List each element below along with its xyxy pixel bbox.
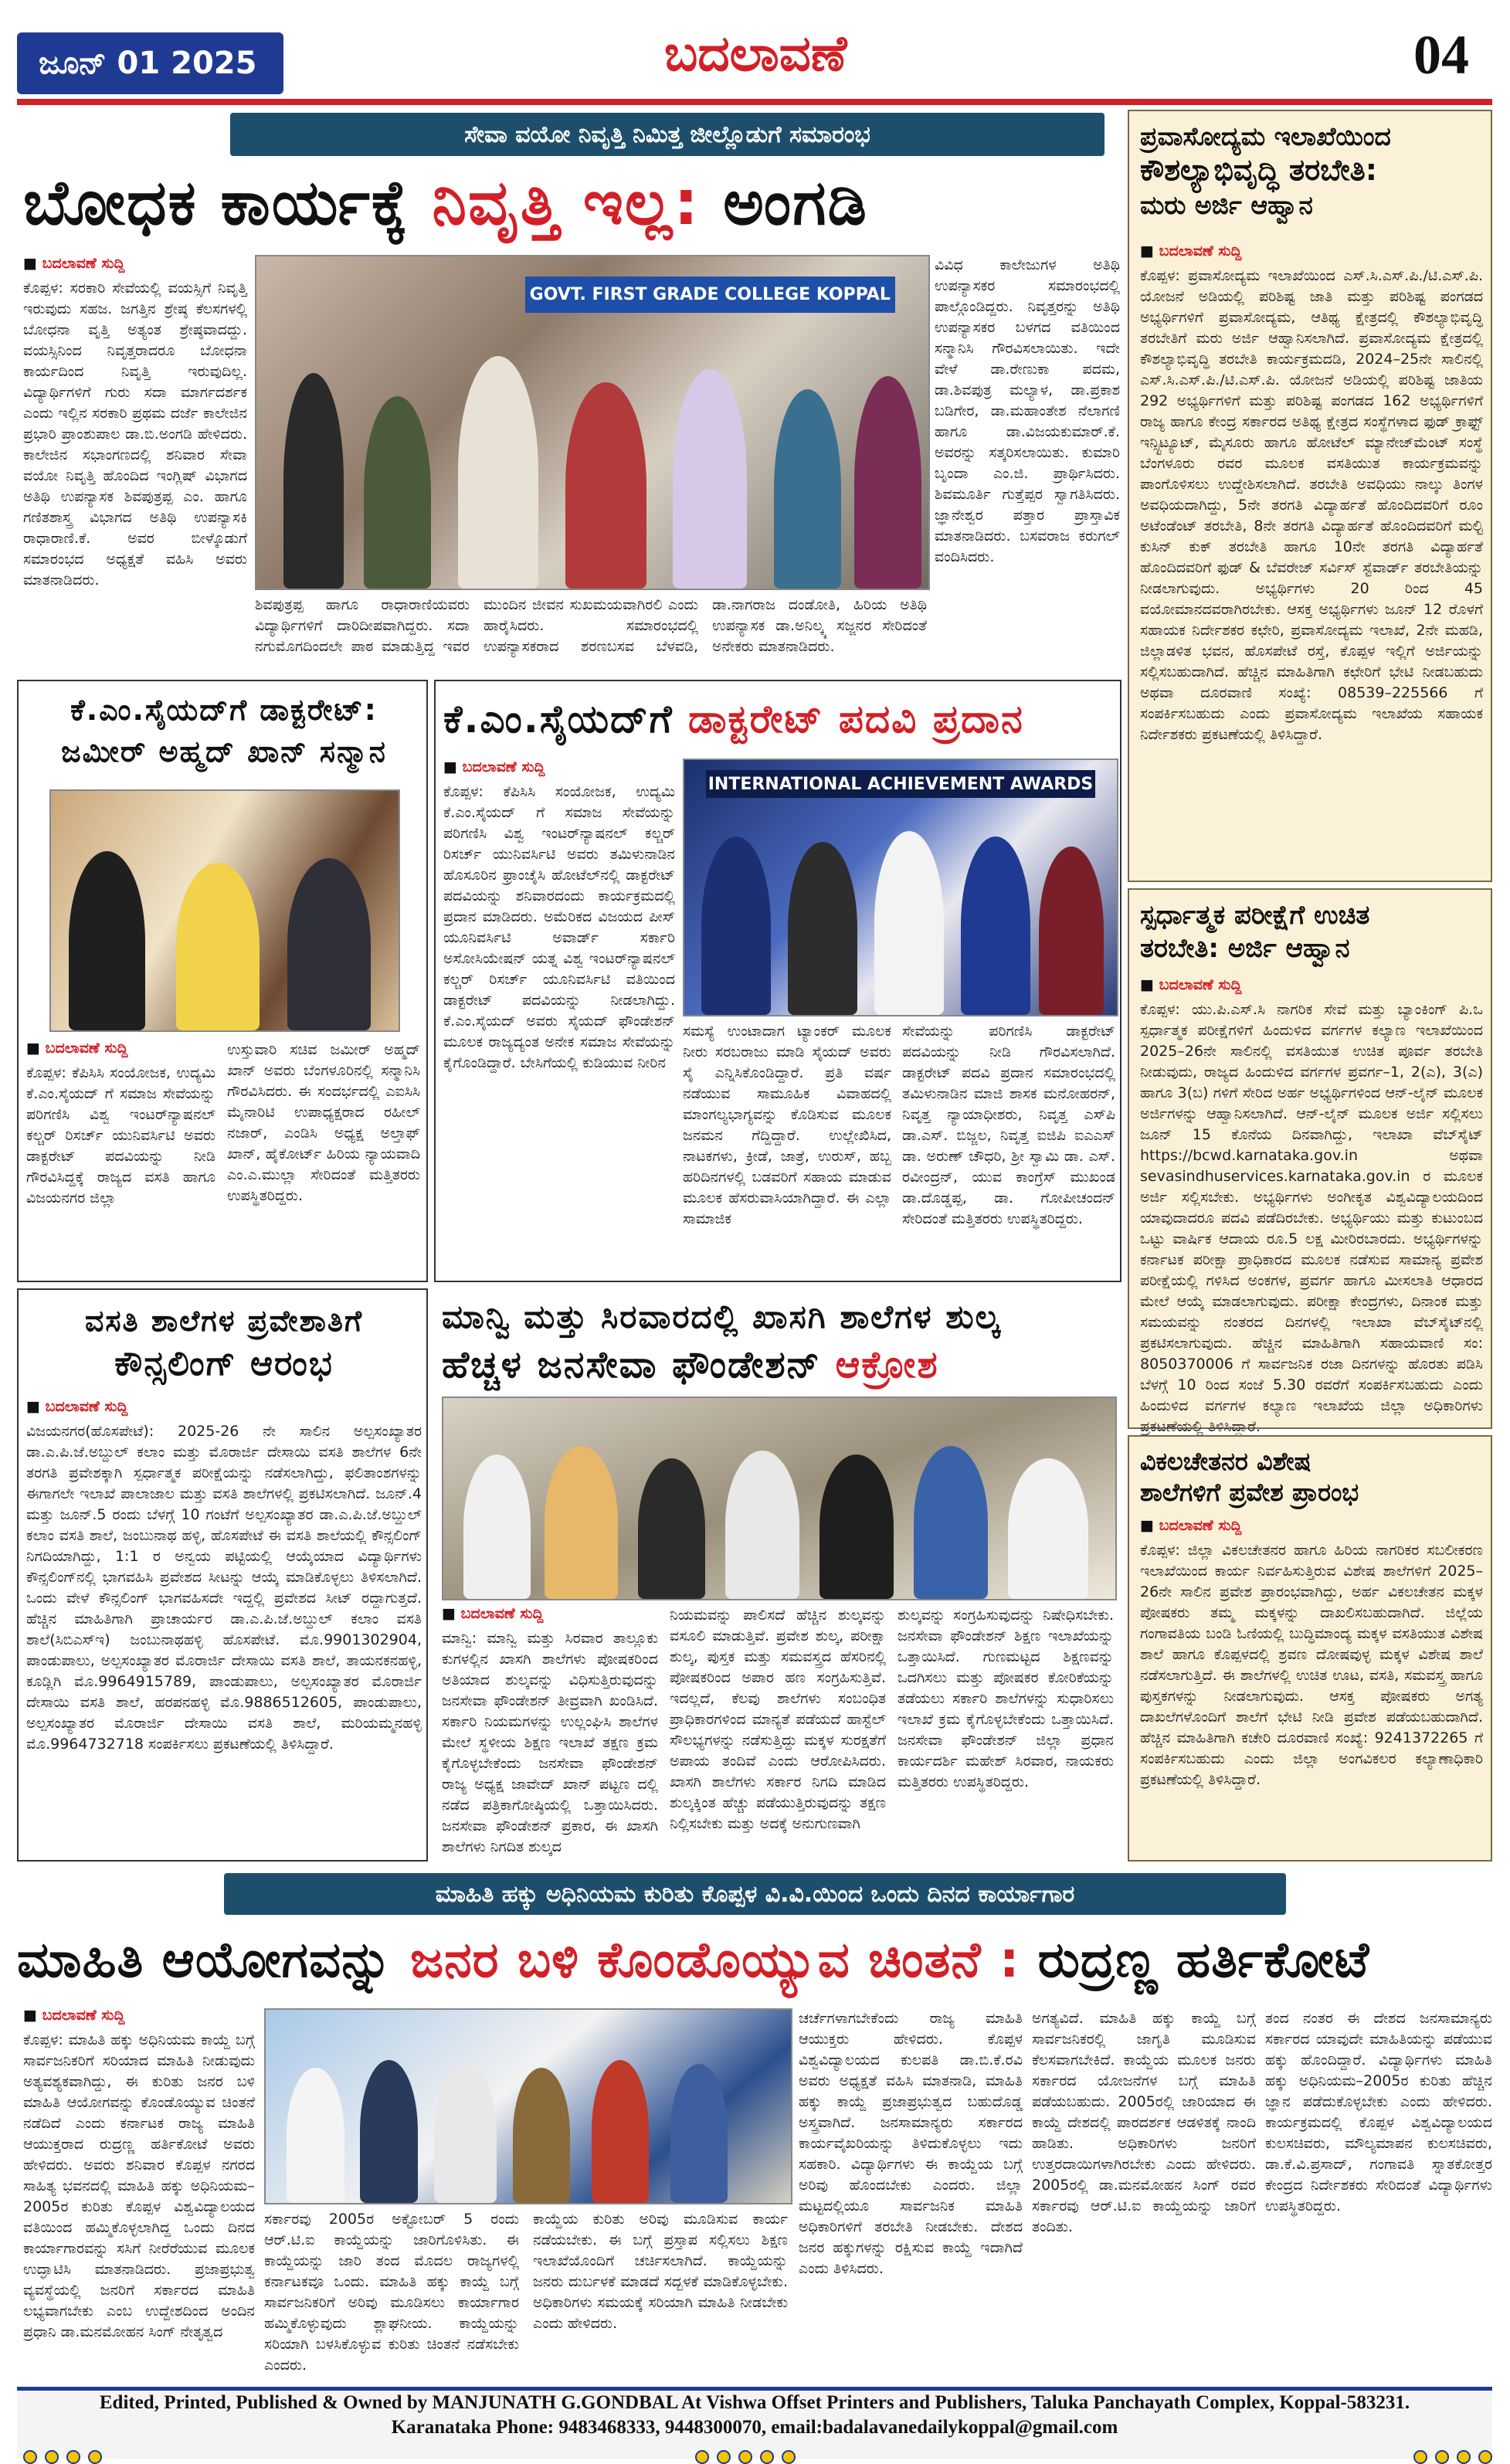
sidebar1-title-a: ಪ್ರವಾಸೋದ್ಯಮ ಇಲಾಖೆಯಿಂದ [1140, 121, 1391, 151]
story2-credit: ■ ಬದಲಾವಣೆ ಸುದ್ದಿ [26, 1040, 128, 1057]
story2-column-2: ಉಸ್ತುವಾರಿ ಸಚಿವ ಜಮೀರ್ ಅಹ್ಮದ್ ಖಾನ್ ಅವರು ಬೆಂಗಳೂರಿನಲ್ಲಿ ಸನ್ಮಾನಿಸಿ ಗೌರವಿಸಿದರು. ಈ ಸಂದರ್ಭದಲ್ಲಿ ಎಐಸಿಸಿ ಮೈನಾರಿಟಿ ಉಪಾಧ್ಯಕ್ಷರಾದ ರಹೀಲ್ ನಜಾರ್, ಎಂಡಿಸಿ ಅಧ್ಯಕ್ಷ ಅಲ್ತಾಫ್ ಖಾನ್, ಹೈಕೋರ್ಟ್ ಹಿರಿಯ ನ್ಯಾಯವಾದಿ ಎಂ.ಎ.ಮುಲ್ಲಾ ಸೇರಿದಂತೆ ಮತ್ತಿತರರು ಉಪಸ್ಥಿತರಿದ್ದರು. [227, 1041, 420, 1204]
sidebar2-body: ಕೊಪ್ಪಳ: ಯು.ಪಿ.ಎಸ್.ಸಿ ನಾಗರಿಕ ಸೇವೆ ಮತ್ತು ಬ್ಯಾಂಕಿಂಗ್ ಪಿ.ಒ ಸ್ಪರ್ಧಾತ್ಮಕ ಪರೀಕ್ಷೆಗಳಿಗೆ ಹಿಂದುಳಿದ ವರ್ಗಗಳ ಕಲ್ಯಾಣ ಇಲಾಖೆಯಿಂದ 2025–26ನೇ ಸಾಲಿನಲ್ಲಿ ವಸತಿಯುತ ಉಚಿತ ಪೂರ್ವ ತರಬೇತಿ ನೀಡುವುದು, ರಾಜ್ಯದ ಹಿಂದುಳಿದ ವರ್ಗಗಳ ಪ್ರವರ್ಗ–1, 2(ಎ), 3(ಎ) ಹಾಗೂ 3(ಬ) ಗಳಿಗೆ ಸೇರಿದ ಅರ್ಹ ಅಭ್ಯರ್ಥಿಗಳಿಂದ ಆನ್-ಲೈನ್ ಮೂಲಕ ಅರ್ಜಿಗಳನ್ನು ಆಹ್ವಾನಿಸಲಾಗಿದೆ. ಆನ್-ಲೈನ್ ಮೂಲಕ ಅರ್ಜಿ ಸಲ್ಲಿಸಲು ಜೂನ್ 15 ಕೊನೆಯ ದಿನವಾಗಿದ್ದು, ಇಲಾಖಾ ವೆಬ್‌ಸೈಟ್ https://bcwd.karnataka.gov.in ಅಥವಾ sevasindhuservices.karnataka.gov.in ರ ಮೂಲಕ ಅರ್ಜಿ ಸಲ್ಲಿಸಬೇಕು. ಅಭ್ಯರ್ಥಿಗಳು ಅಂಗೀಕೃತ ವಿಶ್ವವಿದ್ಯಾಲಯದಿಂದ ಯಾವುದಾದರೂ ಪದವಿ ಪಡೆದಿರಬೇಕು. ಅಭ್ಯರ್ಥಿಯು ಮತ್ತು ಕುಟುಂಬದ ಒಟ್ಟು ವಾರ್ಷಿಕ ಆದಾಯ ರೂ.5 ಲಕ್ಷ ಮೀರಿರಬಾರದು. ಅಭ್ಯರ್ಥಿಗಳನ್ನು ಕರ್ನಾಟಕ ಪರೀಕ್ಷಾ ಪ್ರಾಧಿಕಾರದ ಮೂಲಕ ನಡೆಸುವ ಸಾಮಾನ್ಯ ಪ್ರವೇಶ ಪರೀಕ್ಷೆಯಲ್ಲಿ ಗಳಿಸಿದ ಅಂಕಗಳ, ಪ್ರವರ್ಗ ಹಾಗೂ ಮೀಸಲಾತಿ ಆಧಾರದ ಮೇಲೆ ಆಯ್ಕೆ ಮಾಡಲಾಗುವುದು. ಪರೀಕ್ಷಾ ಕೇಂದ್ರಗಳು, ದಿನಾಂಕ ಮತ್ತು ಸಮಯವನ್ನು ನಂತರದ ದಿನಗಳಲ್ಲಿ ಇಲಾಖಾ ವೆಬ್‌ಸೈಟ್‌ನಲ್ಲಿ ಪ್ರಕಟಿಸಲಾಗುವುದು. ಹೆಚ್ಚಿನ ಮಾಹಿತಿಗಾಗಿ ಸಹಾಯವಾಣಿ ಸಂ: 8050370006 ಗೆ ಸಾರ್ವಜನಿಕ ರಜಾ ದಿನಗಳನ್ನು ಹೊರತು ಪಡಿಸಿ ಬೆಳಗ್ಗೆ 10 ರಿಂದ ಸಂಜೆ 5.30 ರವರೆಗೆ ಸಂಪರ್ಕಿಸಬಹುದು ಎಂದು ಹಿಂದುಳಿದ ವರ್ಗಗಳ ಕಲ್ಯಾಣ ಇಲಾಖೆಯ ಜಿಲ್ಲಾ ಅಧಿಕಾರಿಗಳು ಪ್ರಕಟಣೆಯಲ್ಲಿ ತಿಳಿಸಿದ್ದಾರೆ. [1140, 1001, 1483, 1435]
story2-headline-a: ಕೆ.ಎಂ.ಸೈಯದ್‌ಗೆ ಡಾಕ್ಟರೇಟ್: [70, 693, 378, 727]
photo-figure [854, 376, 921, 589]
photo-figure [788, 842, 857, 1015]
story1-headline-b: ನಿವೃತ್ತಿ ಇಲ್ಲ: [432, 167, 701, 239]
photo-figure [287, 2068, 344, 2203]
photo-figure [1039, 847, 1104, 1015]
photo-figure [1008, 1458, 1088, 1599]
story5-photo [442, 1397, 1117, 1600]
story6-headline-a: ಮಾಹಿತಿ ಆಯೋಗವನ್ನು [17, 1932, 392, 1989]
story6-column-2: ಸರ್ಕಾರವು 2005ರ ಅಕ್ಟೋಬರ್ 5 ರಂದು ಆರ್.ಟಿ.ಐ ಕಾಯ್ದೆಯನ್ನು ಜಾರಿಗೊಳಿಸಿತು. ಈ ಕಾಯ್ದೆಯನ್ನು ಜಾರಿ ತಂದ ಮೊದಲ ರಾಜ್ಯಗಳಲ್ಲಿ ಕರ್ನಾಟಕವೂ ಒಂದು. ಮಾಹಿತಿ ಹಕ್ಕು ಕಾಯ್ದೆ ಬಗ್ಗೆ ಸಾರ್ವಜನಿಕರಿಗೆ ಅರಿವು ಮೂಡಿಸಲು ಕಾರ್ಯಾಗಾರ ಹಮ್ಮಿಕೊಳ್ಳುವುದು ಶ್ಲಾಘನೀಯ. ಕಾಯ್ದೆಯನ್ನು ಸರಿಯಾಗಿ ಬಳಸಿಕೊಳ್ಳುವ ಕುರಿತು ಚಿಂತನೆ ನಡೆಸಬೇಕು ಎಂದರು. [264, 2211, 519, 2374]
story6-column-6: ತಂದ ನಂತರ ಈ ದೇಶದ ಜನಸಾಮಾನ್ಯರು ಸರ್ಕಾರದ ಯಾವುದೇ ಮಾಹಿತಿಯನ್ನು ಪಡೆಯುವ ಹಕ್ಕು ಹೊಂದಿದ್ದಾರೆ. ವಿದ್ಯಾರ್ಥಿಗಳು ಮಾಹಿತಿ ಹಕ್ಕು ಅಧಿನಿಯಮ–2005ರ ಕುರಿತು ಹೆಚ್ಚಿನ ಜ್ಞಾನ ಪಡೆದುಕೊಳ್ಳಬೇಕು ಎಂದು ಹೇಳಿದರು. ಕಾರ್ಯಕ್ರಮದಲ್ಲಿ ಕೊಪ್ಪಳ ವಿಶ್ವವಿದ್ಯಾಲಯದ ಕುಲಸಚಿವರು, ಮೌಲ್ಯಮಾಪನ ಕುಲಸಚಿವರು, ಡಾ.ಕೆ.ವಿ.ಪ್ರಸಾದ್, ಗಂಗಾವತಿ ಸ್ನಾತಕೋತ್ತರ ಕೇಂದ್ರದ ನಿರ್ದೇಶಕರು ಸೇರಿದಂತೆ ವಿದ್ಯಾರ್ಥಿಗಳು ಉಪಸ್ಥಿತರಿದ್ದರು. [1265, 2010, 1492, 2215]
story6-credit: ■ ಬದಲಾವಣೆ ಸುದ್ದಿ [23, 2007, 125, 2024]
sidebar-competitive-exam-box [1128, 888, 1492, 1435]
story1-column-2: ವಿವಿಧ ಕಾಲೇಜುಗಳ ಅತಿಥಿ ಉಪನ್ಯಾಸಕರ ಸಮಾರಂಭದಲ್ಲಿ ಪಾಲ್ಗೊಂಡಿದ್ದರು. ನಿವೃತ್ತರನ್ನು ಅತಿಥಿ ಉಪನ್ಯಾಸಕರ ಬಳಗದ ವತಿಯಿಂದ ಸನ್ಮಾನಿಸಿ ಗೌರವಿಸಲಾಯಿತು. ಇದೇ ವೇಳೆ ಡಾ.ರೇಣುಕಾ ಪದಮ, ಡಾ.ಶಿವಪುತ್ರ ಮಲ್ಯಾಳ, ಡಾ.ಪ್ರಕಾಶ ಬಡಿಗೇರ, ಡಾ.ಮಹಾಂತೇಶ ನೆಲಾಗಣಿ ಹಾಗೂ ಡಾ.ವಿಜಯಕುಮಾರ್.ಕೆ. ಅವರನ್ನು ಸತ್ಕರಿಸಲಾಯಿತು. ಕುಮಾರಿ ಬೃಂದಾ ಎಂ.ಜಿ. ಪ್ರಾರ್ಥಿಸಿದರು. ಶಿವಮೂರ್ತಿ ಗುತ್ತೆಪ್ಪರ ಸ್ವಾಗತಿಸಿದರು. ಜ್ಞಾನೇಶ್ವರ ಪತ್ತಾರ ಪ್ರಾಸ್ತಾವಿಕ ಮಾತನಾಡಿದರು. ಬಸವರಾಜ ಕರುಗಲ್ ವಂದಿಸಿದರು. [935, 256, 1120, 565]
photo-figure [545, 1446, 619, 1599]
photo-figure [638, 1458, 705, 1599]
story1-kicker: ಸೇವಾ ವಯೋ ನಿವೃತ್ತಿ ನಿಮಿತ್ತ ಜೀಲ್ಲೊಡುಗೆ ಸಮಾರಂಭ [230, 113, 1105, 156]
story4-body: ವಿಜಯನಗರ(ಹೊಸಪೇಟೆ): 2025-26 ನೇ ಸಾಲಿನ ಅಲ್ಪಸಂಖ್ಯಾತರ ಡಾ.ಎ.ಪಿ.ಜೆ.ಅಬ್ದುಲ್ ಕಲಾಂ ಮತ್ತು ಮೊರಾರ್ಜಿ ದೇಸಾಯಿ ವಸತಿ ಶಾಲೆಗಳ 6ನೇ ತರಗತಿ ಪ್ರವೇಶಕ್ಕಾಗಿ ಸ್ಪರ್ಧಾತ್ಮಕ ಪರೀಕ್ಷೆಯನ್ನು ನಡೆಸಲಾಗಿದ್ದು, ಫಲಿತಾಂಶಗಳನ್ನು ಈಗಾಗಲೇ ಇಲಾಖೆ ಪಾಲಾಜಾಲ ಮತ್ತು ವಸತಿ ಶಾಲೆಗಳಲ್ಲಿ ಪ್ರಕಟಿಸಲಾಗಿದೆ. ಜೂನ್.4 ಮತ್ತು ಜೂನ್.5 ರಂದು ಬೆಳಗ್ಗೆ 10 ಗಂಟೆಗೆ ಅಲ್ಪಸಂಖ್ಯಾತರ ಡಾ.ಎ.ಪಿ.ಜೆ.ಅಬ್ದುಲ್ ಕಲಾಂ ವಸತಿ ಶಾಲೆ, ಜಂಬುನಾಥ ಹಳ್ಳಿ, ಹೊಸಪೇಟೆ ಈ ವಸತಿ ಶಾಲೆಯಲ್ಲಿ ಕೌನ್ಸಲಿಂಗ್ ನಿಗದಿಯಾಗಿದ್ದು, 1:1 ರ ಅನ್ವಯ ಪಟ್ಟಿಯಲ್ಲಿ ಆಯ್ಕೆಯಾದ ವಿದ್ಯಾರ್ಥಿಗಳು ಕೌನ್ಸಲಿಂಗ್‌ನಲ್ಲಿ ಭಾಗವಹಿಸಿ ಪ್ರವೇಶದ ಸೀಟನ್ನು ಆಯ್ಕೆ ಮಾಡಿಕೊಳ್ಳಲು ತಿಳಿಸಲಾಗಿದೆ. ಒಂದು ವೇಳೆ ಕೌನ್ಸಲಿಂಗ್ ಭಾಗವಹಿಸದೇ ಇದ್ದಲ್ಲಿ ಪ್ರವೇಶದ ಸೀಟ್ ರದ್ದಾಗುತ್ತದೆ. ಹೆಚ್ಚಿನ ಮಾಹಿತಿಗಾಗಿ ಪ್ರಾಚಾರ್ಯರ ಡಾ.ಎ.ಪಿ.ಜೆ.ಅಬ್ದುಲ್ ಕಲಾಂ ವಸತಿ ಶಾಲೆ(ಸಿಬಿಎಸ್‌ಇ) ಜಂಬುನಾಥಹಳ್ಳಿ ಹೊಸಪೇಟೆ. ಮೊ.9901302904, ಪಾಂಡುಪಾಲು, ಅಲ್ಪಸಂಖ್ಯಾತರ ಮೊರಾರ್ಜಿ ದೇಸಾಯಿ ವಸತಿ ಶಾಲೆ, ತಾಯನಕನಹಳ್ಳಿ, ಕೂಡ್ಲಿಗಿ ಮೊ.9964915789, ಪಾಂಡುಪಾಲು, ಅಲ್ಪಸಂಖ್ಯಾತರ ಮೊರಾರ್ಜಿ ದೇಸಾಯಿ ವಸತಿ ಶಾಲೆ, ಹರಪನಹಳ್ಳಿ ಮೊ.9886512605, ಪಾಂಡುಪಾಲು, ಅಲ್ಪಸಂಖ್ಯಾತರ ಮೊರಾರ್ಜಿ ದೇಸಾಯಿ ವಸತಿ ಶಾಲೆ, ಮರಿಯಮ್ಮನಹಳ್ಳಿ ಮೊ.9964732718 ಸಂಪರ್ಕಿಸಲು ಪ್ರಕಟಣೆಯಲ್ಲಿ ತಿಳಿಸಿದ್ದಾರೆ. [26, 1423, 422, 1753]
sidebar3-title-a: ವಿಕಲಚೇತನರ ವಿಶೇಷ [1140, 1447, 1311, 1476]
story4-credit: ■ ಬದಲಾವಣೆ ಸುದ್ದಿ [26, 1398, 128, 1415]
story3-headline-a: ಕೆ.ಎಂ.ಸೈಯದ್‌ಗೆ [443, 697, 674, 742]
dot-icon [1413, 2450, 1427, 2464]
photo-figure [458, 356, 538, 589]
story6-column-1: ಕೊಪ್ಪಳ: ಮಾಹಿತಿ ಹಕ್ಕು ಅಧಿನಿಯಮ ಕಾಯ್ದೆ ಬಗ್ಗೆ ಸಾರ್ವಜನಿಕರಿಗೆ ಸರಿಯಾದ ಮಾಹಿತಿ ನೀಡುವುದು ಅತ್ಯವಶ್ಯಕವಾಗಿದ್ದು, ಈ ಕುರಿತು ಜನರ ಬಳಿ ಮಾಹಿತಿ ಆಯೋಗವನ್ನು ಕೊಂಡೊಯ್ಯುವ ಚಿಂತನೆ ನಡೆದಿದೆ ಎಂದು ಕರ್ನಾಟಕ ರಾಜ್ಯ ಮಾಹಿತಿ ಆಯುಕ್ತರಾದ ರುದ್ರಣ್ಣ ಹರ್ತಿಕೋಟೆ ಅವರು ಹೇಳಿದರು. ಅವರು ಶನಿವಾರ ಕೊಪ್ಪಳ ನಗರದ ಸಾಹಿತ್ಯ ಭವನದಲ್ಲಿ ಮಾಹಿತಿ ಹಕ್ಕು ಅಧಿನಿಯಮ–2005ರ ಕುರಿತು ಕೊಪ್ಪಳ ವಿಶ್ವವಿದ್ಯಾಲಯದ ವತಿಯಿಂದ ಹಮ್ಮಿಕೊಳ್ಳಲಾಗಿದ್ದ ಒಂದು ದಿನದ ಕಾರ್ಯಾಗಾರವನ್ನು ಸಸಿಗೆ ನೀರೆರೆಯುವ ಮೂಲಕ ಉದ್ಘಾಟಿಸಿ ಮಾತನಾಡಿದರು. ಪ್ರಜಾಪ್ರಭುತ್ವ ವ್ಯವಸ್ಥೆಯಲ್ಲಿ ಜನರಿಗೆ ಸರ್ಕಾರದ ಮಾಹಿತಿ ಲಭ್ಯವಾಗಬೇಕು ಎಂಬ ಉದ್ದೇಶದಿಂದ ಅಂದಿನ ಪ್ರಧಾನಿ ಡಾ.ಮನಮೋಹನ ಸಿಂಗ್ ನೇತೃತ್ವದ [23, 2031, 255, 2340]
page-number: 04 [1413, 24, 1469, 86]
imprint-line-1: Edited, Printed, Published & Owned by MANJUNATH G.GONDBAL At Vishwa Offset Printers and Publishers, Taluka Panchayath Complex, Koppal-583231. [99, 2392, 1410, 2413]
story1-caption-text: ಶಿವಪುತ್ರಪ್ಪ ಹಾಗೂ ರಾಧಾರಾಣಿಯವರು ವಿದ್ಯಾರ್ಥಿಗಳಿಗೆ ದಾರಿದೀಪವಾಗಿದ್ದರು. ಸದಾ ನಗುಮೊಗದಿಂದಲೇ ಪಾಠ ಮಾಡುತ್ತಿದ್ದ ಇವರ ಮುಂದಿನ ಜೀವನ ಸುಖಮಯವಾಗಿರಲಿ ಎಂದು ಹಾರೈಸಿದರು. ಸಮಾರಂಭದಲ್ಲಿ ಉಪನ್ಯಾಸಕರಾದ ಶರಣಬಸವ ಬೆಳವಡಿ, ಡಾ.ನಾಗರಾಜ ದಂಡೋತಿ, ಹಿರಿಯ ಅತಿಥಿ ಉಪನ್ಯಾಸಕ ಡಾ.ಅನಿಲ್ಕ್ಕ ಸಜ್ಜನರ ಸೇರಿದಂತೆ ಅನೇಕರು ಮಾತನಾಡಿದರು. [255, 596, 927, 655]
story3-photo [683, 759, 1118, 1016]
photo-figure [176, 863, 260, 1030]
sidebar1-title-b: ಕೌಶಲ್ಯಾಭಿವೃದ್ಧಿ ತರಬೇತಿ: [1140, 153, 1378, 188]
photo-figure [725, 1451, 799, 1599]
footer-dots-left [23, 2450, 102, 2464]
story6-photo [264, 2008, 792, 2204]
story3-headline-b: ಡಾಕ್ಟರೇಟ್ ಪದವಿ ಪ್ರದಾನ [688, 697, 1024, 742]
imprint-line-2: Karanataka Phone: 9483468333, 9448300070, email:badalavanedailykoppal@gmail.com [391, 2417, 1118, 2438]
story1-column-1: ಕೊಪ್ಪಳ: ಸರಕಾರಿ ಸೇವೆಯಲ್ಲಿ ವಯಸ್ಸಿಗೆ ನಿವೃತ್ತಿ ಇರುವುದು ಸಹಜ. ಜಗತ್ತಿನ ಶ್ರೇಷ್ಠ ಕೆಲಸಗಳಲ್ಲಿ ಬೋಧನಾ ವೃತ್ತಿ ಅತ್ಯಂತ ಶ್ರೇಷ್ಠವಾದದ್ದು. ವಯಸ್ಸಿನಿಂದ ನಿವೃತ್ತರಾದರೂ ಬೋಧನಾ ಕಾರ್ಯದಿಂದ ನಿವೃತ್ತಿ ಇರುವುದಿಲ್ಲ. ವಿದ್ಯಾರ್ಥಿಗಳಿಗೆ ಗುರು ಸದಾ ಮಾರ್ಗದರ್ಶಕ ಎಂದು ಇಲ್ಲಿನ ಸರಕಾರಿ ಪ್ರಥಮ ದರ್ಜೆ ಕಾಲೇಜಿನ ಪ್ರಭಾರಿ ಪ್ರಾಂಶುಪಾಲ ಡಾ.ಬಿ.ಅಂಗಡಿ ಹೇಳಿದರು. ಕಾಲೇಜಿನ ಸಭಾಂಗಣದಲ್ಲಿ ಶನಿವಾರ ಸೇವಾ ವಯೋ ನಿವೃತ್ತಿ ಹೊಂದಿದ ಇಂಗ್ಲಿಷ್ ವಿಭಾಗದ ಅತಿಥಿ ಉಪನ್ಯಾಸಕ ಶಿವಪುತ್ರಪ್ಪ ಎಂ. ಹಾಗೂ ಗಣಿತಶಾಸ್ತ್ರ ವಿಭಾಗದ ಅತಿಥಿ ಉಪನ್ಯಾಸಕಿ ರಾಧಾರಾಣಿ.ಕೆ. ಅವರ ಬೀಳ್ಕೊಡುಗೆ ಸಮಾರಂಭದ ಅಧ್ಯಕ್ಷತೆ ವಹಿಸಿ ಅವರು ಮಾತನಾಡಿದರು. [23, 280, 247, 589]
sidebar-tourism-box [1128, 110, 1492, 882]
story3-credit: ■ ಬದಲಾವಣೆ ಸುದ್ದಿ [443, 759, 545, 776]
story2-headline-b: ಜಮೀರ್ ಅಹ್ಮದ್ ಖಾನ್ ಸನ್ಮಾನ [61, 735, 387, 769]
story5-credit: ■ ಬದಲಾವಣೆ ಸುದ್ದಿ [442, 1605, 544, 1622]
dot-icon [695, 2450, 709, 2464]
photo-figure [819, 1454, 894, 1599]
photo-figure [513, 2068, 571, 2203]
story5-headline [442, 1293, 1114, 1389]
story1-credit: ■ ಬದಲಾವಣೆ ಸುದ್ದಿ [23, 255, 125, 272]
story3-photo-banner: INTERNATIONAL ACHIEVEMENT AWARDS [706, 770, 1095, 798]
story4-headline-a: ವಸತಿ ಶಾಲೆಗಳ ಪ್ರವೇಶಾತಿಗೆ [84, 1304, 364, 1338]
story4-box [17, 1288, 428, 1862]
photo-figure [69, 851, 145, 1031]
story1-headline [23, 161, 1120, 246]
dot-icon [1435, 2450, 1449, 2464]
masthead-rule [17, 99, 1492, 105]
story5-headline-a: ಮಾನ್ವಿ ಮತ್ತು ಸಿರವಾರದಲ್ಲಿ ಖಾಸಗಿ ಶಾಲೆಗಳ ಶುಲ್ಕ [442, 1298, 1001, 1336]
story3-column-1: ಕೊಪ್ಪಳ: ಕೆಪಿಸಿಸಿ ಸಂಯೋಜಕ, ಉದ್ಯಮಿ ಕೆ.ಎಂ.ಸೈಯದ್ ಗೆ ಸಮಾಜ ಸೇವೆಯನ್ನು ಪರಿಗಣಿಸಿ ವಿಶ್ವ ಇಂಟರ್‌ನ್ಯಾಷನಲ್ ಕಲ್ಚರ್ ರಿಸರ್ಚ್ ಯುನಿವರ್ಸಿಟಿ ಅವರು ತಮಿಳುನಾಡಿನ ಹೊಸೂರಿನ ಫ್ರಾಂಚೈಸಿ ಹೋಟೆಲ್‌ನಲ್ಲಿ ಡಾಕ್ಟರೇಟ್ ಪದವಿಯನ್ನು ಶನಿವಾರದಂದು ಕಾರ್ಯಕ್ರಮದಲ್ಲಿ ಪ್ರದಾನ ಮಾಡಿದರು. ಅಮೆರಿಕದ ವಿಜಯದ ಪೀಸ್ ಯೂನಿವರ್ಸಿಟಿ ಅವಾರ್ಡ್ ಸರ್ಕಾರಿ ಅಸೋಸಿಯೇಷನ್ ಯತ್ನ ವಿಶ್ವ ಇಂಟರ್‌ನ್ಯಾಷನಲ್ ಕಲ್ಚರ್ ರಿಸರ್ಚ್ ಯೂನಿವರ್ಸಿಟಿ ವತಿಯಿಂದ ಡಾಕ್ಟರೇಟ್ ಪದವಿಯನ್ನು ನೀಡಲಾಗಿದ್ದು. ಕೆ.ಎಂ.ಸೈಯದ್ ಅವರು ಸೈಯದ್ ಫೌಂಡೇಶನ್ ಮೂಲಕ ರಾಜ್ಯದ್ಯಂತ ಅನೇಕ ಸಮಾಜ ಸೇವೆಯನ್ನು ಕೈಗೊಂಡಿದ್ದಾರೆ. ಬೇಸಿಗೆಯಲ್ಲಿ ಕುಡಿಯುವ ನೀರಿನ [443, 783, 675, 1071]
dot-icon [88, 2450, 102, 2464]
story2-box [17, 680, 428, 1282]
story5-headline-b: ಹೆಚ್ಚಳ ಜನಸೇವಾ ಫೌಂಡೇಶನ್ [442, 1343, 821, 1386]
story5-column-2: ನಿಯಮವನ್ನು ಪಾಲಿಸದೆ ಹೆಚ್ಚಿನ ಶುಲ್ಕವನ್ನು ವಸೂಲಿ ಮಾಡುತ್ತಿವೆ. ಪ್ರವೇಶ ಶುಲ್ಕ, ಪರೀಕ್ಷಾ ಶುಲ್ಕ, ಪುಸ್ತಕ ಮತ್ತು ಸಮವಸ್ತ್ರದ ಹೆಸರಿನಲ್ಲಿ ಪೋಷಕರಿಂದ ಅಪಾರ ಹಣ ಸಂಗ್ರಹಿಸುತ್ತಿವೆ. ಇದಲ್ಲದೆ, ಕೆಲವು ಶಾಲೆಗಳು ಸಂಬಂಧಿತ ಪ್ರಾಧಿಕಾರಗಳಿಂದ ಮಾನ್ಯತೆ ಪಡೆಯದೆ ಹಾಸ್ಟೆಲ್ ಸೌಲಭ್ಯಗಳನ್ನು ನಡೆಸುತ್ತಿದ್ದು ಮಕ್ಕಳ ಸುರಕ್ಷತೆಗೆ ಅಪಾಯ ತಂದಿವೆ ಎಂದು ಆರೋಪಿಸಿದರು. ಖಾಸಗಿ ಶಾಲೆಗಳು ಸರ್ಕಾರ ನಿಗದಿ ಮಾಡಿದ ಶುಲ್ಕಕ್ಕಿಂತ ಹೆಚ್ಚು ಪಡೆಯುತ್ತಿರುವುದನ್ನು ತಕ್ಷಣ ನಿಲ್ಲಿಸಬೇಕು ಮತ್ತು ಅದಕ್ಕೆ ಅನುಗುಣವಾಗಿ [670, 1607, 886, 1832]
dot-icon [738, 2450, 752, 2464]
story6-headline-c: ರುದ್ರಣ್ಣ ಹರ್ತಿಕೋಟೆ [1037, 1932, 1370, 1989]
newspaper-brand: ಬದಲಾವಣೆ [664, 25, 847, 83]
story1-headline-a: ಬೋಧಕ ಕಾರ್ಯಕ್ಕೆ [23, 167, 409, 239]
story2-headline [26, 689, 422, 772]
photo-figure [565, 382, 646, 589]
footer-dots-right [1413, 2450, 1492, 2464]
story3-headline [443, 692, 1115, 746]
story4-headline [26, 1299, 422, 1386]
story6-kicker: ಮಾಹಿತಿ ಹಕ್ಕು ಅಧಿನಿಯಮ ಕುರಿತು ಕೊಪ್ಪಳ ವಿ.ವಿ.ಯಿಂದ ಒಂದು ದಿನದ ಕಾರ್ಯಾಗಾರ [224, 1873, 1286, 1915]
dot-icon [23, 2450, 37, 2464]
photo-figure [670, 2064, 728, 2203]
story6-column-5: ಅಗತ್ಯವಿದೆ. ಮಾಹಿತಿ ಹಕ್ಕು ಕಾಯ್ದೆ ಬಗ್ಗೆ ಸಾರ್ವಜನಿಕರಲ್ಲಿ ಜಾಗೃತಿ ಮೂಡಿಸುವ ಕೆಲಸವಾಗಬೇಕಿದೆ. ಕಾಯ್ದೆಯ ಮೂಲಕ ಜನರು ಸರ್ಕಾರದ ಯೋಜನೆಗಳ ಬಗ್ಗೆ ಮಾಹಿತಿ ಪಡೆಯಬಹುದು. 2005ರಲ್ಲಿ ಜಾರಿಯಾದ ಈ ಕಾಯ್ದೆ ದೇಶದಲ್ಲಿ ಪಾರದರ್ಶಕ ಆಡಳಿತಕ್ಕೆ ನಾಂದಿ ಹಾಡಿತು. ಅಧಿಕಾರಿಗಳು ಜನರಿಗೆ ಉತ್ತರದಾಯಿಗಳಾಗಿರಬೇಕು ಎಂದು ಹೇಳಿದರು. 2005ರಲ್ಲಿ ಡಾ.ಮನಮೋಹನ ಸಿಂಗ್ ರವರ ಸರ್ಕಾರವು ಆರ್.ಟಿ.ಐ ಕಾಯ್ದೆಯನ್ನು ಜಾರಿಗೆ ತಂದಿತು. [1032, 2010, 1256, 2235]
photo-figure [701, 837, 771, 1015]
dot-icon [66, 2450, 80, 2464]
story6-headline-b: ಜನರ ಬಳಿ ಕೊಂಡೊಯ್ಯುವ ಚಿಂತನೆ : [410, 1932, 1020, 1989]
story3-column-2: ಸಮಸ್ಯೆ ಉಂಟಾದಾಗ ಟ್ಯಾಂಕರ್ ಮೂಲಕ ನೀರು ಸರಬರಾಜು ಮಾಡಿ ಸೈಯದ್ ಅವರು ಸೈ ಎನ್ನಿಸಿಕೊಂಡಿದ್ದಾರೆ. ಪ್ರತಿ ವರ್ಷ ನಡೆಯುವ ಸಾಮೂಹಿಕ ವಿವಾಹದಲ್ಲಿ ಮಾಂಗಲ್ಯಭಾಗ್ಯವನ್ನು ಕೊಡಿಸುವ ಮೂಲಕ ಜನಮನ ಗೆದ್ದಿದ್ದಾರೆ. ಉಲ್ಲೇಖಿಸಿದ, ನಾಟಕಗಳು, ಕ್ರೀಡೆ, ಜಾತ್ರೆ, ಉರುಸ್, ಹಬ್ಬ ಹರಿದಿನಗಳಲ್ಲಿ ಬಡವರಿಗೆ ಸಹಾಯ ಮಾಡುವ ಮೂಲಕ ಹೆಸರುವಾಸಿಯಾಗಿದ್ದಾರೆ. ಈ ಎಲ್ಲಾ ಸಾಮಾಜಿಕ [683, 1023, 891, 1227]
story2-photo [49, 789, 400, 1032]
sidebar-special-schools-box [1128, 1435, 1492, 1862]
dot-icon [1457, 2450, 1471, 2464]
photo-figure [463, 1454, 531, 1599]
dot-icon [782, 2450, 796, 2464]
photo-figure [774, 389, 841, 589]
sidebar1-credit: ■ ಬದಲಾವಣೆ ಸುದ್ದಿ [1140, 243, 1242, 260]
dot-icon [45, 2450, 59, 2464]
photo-figure [961, 837, 1030, 1015]
story1-headline-c: ಅಂಗಡಿ [723, 167, 868, 239]
dot-icon [760, 2450, 774, 2464]
sidebar3-body: ಕೊಪ್ಪಳ: ಜಿಲ್ಲಾ ವಿಕಲಚೇತನರ ಹಾಗೂ ಹಿರಿಯ ನಾಗರಿಕರ ಸಬಲೀಕರಣ ಇಲಾಖೆಯಿಂದ ಕಾರ್ಯ ನಿರ್ವಹಿಸುತ್ತಿರುವ ವಿಶೇಷ ಶಾಲೆಗಳಿಗೆ 2025–26ನೇ ಸಾಲಿನ ಪ್ರವೇಶ ಪ್ರಾರಂಭವಾಗಿದ್ದು, ಅರ್ಹ ವಿಕಲಚೇತನ ಮಕ್ಕಳ ಪೋಷಕರು ತಮ್ಮ ಮಕ್ಕಳನ್ನು ದಾಖಲಿಸಬಹುದಾಗಿದೆ. ಜಿಲ್ಲೆಯ ಗಂಗಾವತಿಯ ಬಂಡಿ ಓಣಿಯಲ್ಲಿ ಬುದ್ಧಿಮಾಂದ್ಯ ಮಕ್ಕಳ ವಸತಿಯುತ ವಿಶೇಷ ಶಾಲೆ ಹಾಗೂ ಕೊಪ್ಪಳದಲ್ಲಿ ಶ್ರವಣ ದೋಷವುಳ್ಳ ಮಕ್ಕಳ ವಿಶೇಷ ಶಾಲೆ ನಡೆಸಲಾಗುತ್ತಿದೆ. ಈ ಶಾಲೆಗಳಲ್ಲಿ ಉಚಿತ ಊಟ, ವಸತಿ, ಸಮವಸ್ತ್ರ ಹಾಗೂ ಪುಸ್ತಕಗಳನ್ನು ನೀಡಲಾಗುವುದು. ಆಸಕ್ತ ಪೋಷಕರು ಅಗತ್ಯ ದಾಖಲೆಗಳೊಂದಿಗೆ ಶಾಲೆಗೆ ಭೇಟಿ ನೀಡಿ ಪ್ರವೇಶ ಪಡೆಯಬಹುದಾಗಿದೆ. ಹೆಚ್ಚಿನ ಮಾಹಿತಿಗಾಗಿ ಕಚೇರಿ ದೂರವಾಣಿ ಸಂಖ್ಯೆ: 9241372265 ಗೆ ಸಂಪರ್ಕಿಸಬಹುದು ಎಂದು ಜಿಲ್ಲಾ ಅಂಗವಿಕಲರ ಕಲ್ಯಾಣಾಧಿಕಾರಿ ಪ್ರಕಟಣೆಯಲ್ಲಿ ತಿಳಿಸಿದ್ದಾರೆ. [1140, 1542, 1483, 1788]
sidebar1-title-c: ಮರು ಅರ್ಜಿ ಆಹ್ವಾನ [1140, 189, 1313, 220]
story1-photo [255, 255, 930, 590]
story2-column-1: ಕೊಪ್ಪಳ: ಕೆಪಿಸಿಸಿ ಸಂಯೋಜಕ, ಉದ್ಯಮಿ ಕೆ.ಎಂ.ಸೈಯದ್ ಗೆ ಸಮಾಜ ಸೇವೆಯನ್ನು ಪರಿಗಣಿಸಿ ವಿಶ್ವ ಇಂಟರ್‌ನ್ಯಾಷನಲ್ ಕಲ್ಚರ್ ರಿಸರ್ಚ್ ಯುನಿವರ್ಸಿಟಿ ಅವರು ಡಾಕ್ಟರೇಟ್ ಪದವಿಯನ್ನು ನೀಡಿ ಗೌರವಿಸಿದ್ದಕ್ಕೆ ರಾಜ್ಯದ ವಸತಿ ಹಾಗೂ ವಿಜಯನಗರ ಜಿಲ್ಲಾ [26, 1064, 215, 1207]
story6-headline [17, 1923, 1492, 1997]
story4-headline-b: ಕೌನ್ಸಲಿಂಗ್ ಆರಂಭ [114, 1344, 334, 1383]
photo-figure [360, 2060, 418, 2203]
photo-figure [364, 396, 431, 589]
story3-column-3: ಸೇವೆಯನ್ನು ಪರಿಗಣಿಸಿ ಡಾಕ್ಟರೇಟ್ ಪದವಿಯನ್ನು ನೀಡಿ ಗೌರವಿಸಲಾಗಿದೆ. ಡಾಕ್ಟರೇಟ್ ಪದವಿ ಪ್ರದಾನ ಸಮಾರಂಭದಲ್ಲಿ ತಮಿಳುನಾಡಿನ ಮಾಜಿ ಶಾಸಕ ಮನೋಹರನ್, ನಿವೃತ್ತ ನ್ಯಾಯಾಧೀಶರು, ನಿವೃತ್ತ ಎಸ್‌ಪಿ ಡಾ.ಎಸ್. ಬಿಜ್ಜಲ, ನಿವೃತ್ತ ಐಜಿಪಿ ಐಎಎಸ್ ಡಾ. ಅರುಣ್ ಚೌಧರಿ, ಶ್ರೀ ಸ್ವಾಮಿ ಡಾ. ಎಸ್. ರವೀಂದ್ರನ್, ಯುವ ಕಾಂಗ್ರೆಸ್ ಮುಖಂಡ ಡಾ.ದೊಡ್ಡಪ್ಪ, ಡಾ. ಗೋಪೀಚಂದನ್ ಸೇರಿದಂತೆ ಮತ್ತಿತರರು ಉಪಸ್ಥಿತರಿದ್ದರು. [902, 1023, 1115, 1227]
story5-block [434, 1288, 1121, 1862]
photo-figure [874, 831, 944, 1015]
footer-dots-center [695, 2450, 796, 2464]
sidebar3-title-b: ಶಾಲೆಗಳಿಗೆ ಪ್ರವೇಶ ಪ್ರಾರಂಭ [1140, 1478, 1359, 1507]
sidebar1-body: ಕೊಪ್ಪಳ: ಪ್ರವಾಸೋದ್ಯಮ ಇಲಾಖೆಯಿಂದ ಎಸ್.ಸಿ.ಎಸ್.ಪಿ./ಟಿ.ಎಸ್.ಪಿ. ಯೋಜನೆ ಅಡಿಯಲ್ಲಿ ಪರಿಶಿಷ್ಟ ಜಾತಿ ಮತ್ತು ಪರಿಶಿಷ್ಟ ಪಂಗಡದ ಅಭ್ಯರ್ಥಿಗಳಿಗೆ ಪ್ರವಾಸೋದ್ಯಮ, ಆತಿಥ್ಯ ಕ್ಷೇತ್ರದಲ್ಲಿ ಕೌಶಲ್ಯಾಭಿವೃದ್ಧಿ ತರಬೇತಿಗೆ ಮರು ಅರ್ಜಿ ಆಹ್ವಾನಿಸಲಾಗಿದೆ. ಪ್ರವಾಸೋದ್ಯಮ ಕ್ಷೇತ್ರದಲ್ಲಿ ಕೌಶಲ್ಯಾಭಿವೃದ್ಧಿ ತರಬೇತಿ ಕಾರ್ಯಕ್ರಮದಡಿ, 2024–25ನೇ ಸಾಲಿನಲ್ಲಿ ಎಸ್.ಸಿ.ಎಸ್.ಪಿ./ಟಿ.ಎಸ್.ಪಿ. ಯೋಜನೆ ಅಡಿಯಲ್ಲಿ ಪರಿಶಿಷ್ಟ ಜಾತಿಯ 292 ಅಭ್ಯರ್ಥಿಗಳಿಗೆ ಮತ್ತು ಪರಿಶಿಷ್ಟ ಪಂಗಡದ 162 ಅಭ್ಯರ್ಥಿಗಳಿಗೆ ರಾಜ್ಯ ಹಾಗೂ ಕೇಂದ್ರ ಸರ್ಕಾರದ ಅತಿಥ್ಯ ಕ್ಷೇತ್ರದ ಸಂಸ್ಥೆಗಳಾದ ಫುಡ್ ಕ್ರಾಫ್ಟ್ ಇನ್ಸ್ಟಿಟ್ಯೂಟ್, ಮೈಸೂರು ಹಾಗೂ ಹೋಟೆಲ್ ಮ್ಯಾನೇಜ್‌ಮೆಂಟ್ ಸಂಸ್ಥೆ ಬೆಂಗಳೂರು ರವರ ಮೂಲಕ ವಸತಿಯುತ ಕಾರ್ಯಕ್ರಮವನ್ನು ಪಾಂಗೊಳಿಸಲು ಉದ್ದೇಶಿಸಲಾಗಿದೆ. ತರಬೇತಿ ಅವಧಿಯು ನಾಲ್ಕು ತಿಂಗಳ ಅವಧಿಯದಾಗಿದ್ದು, 5ನೇ ತರಗತಿ ವಿದ್ಯಾರ್ಹತೆ ಹೊಂದಿದವರಿಗೆ ರೂಂ ಅಟೆಂಡೆಂಟ್ ತರಬೇತಿ, 8ನೇ ತರಗತಿ ವಿದ್ಯಾರ್ಹತೆ ಹೊಂದಿದವರಿಗೆ ಮಲ್ಟಿ ಕುಸಿನ್ ಕುಕ್ ತರಬೇತಿ ಹಾಗೂ 10ನೇ ತರಗತಿ ವಿದ್ಯಾರ್ಹತೆ ಹೊಂದಿದವರಿಗೆ ಫುಡ್ & ಬೆವರೇಜ್ ಸರ್ವಿಸ್ ಸ್ಟೆವಾರ್ಡ್ ತರಬೇತಿಯನ್ನು ನೀಡಲಾಗುವುದು. ಅಭ್ಯರ್ಥಿಗಳು 20 ರಿಂದ 45 ವಯೋಮಾನದವರಾಗಿರಬೇಕು. ಆಸಕ್ತ ಅಭ್ಯರ್ಥಿಗಳು ಜೂನ್ 12 ರೊಳಗೆ ಸಹಾಯಕ ನಿರ್ದೇಶಕರ ಕಛೇರಿ, ಪ್ರವಾಸೋದ್ಯಮ ಇಲಾಖೆ, 2ನೇ ಮಹಡಿ, ಜಿಲ್ಲಾಡಳಿತ ಭವನ, ಹೊಸಪೇಟೆ ರಸ್ತೆ, ಕೊಪ್ಪಳ ಇಲ್ಲಿಗೆ ಅರ್ಜಿಯನ್ನು ಸಲ್ಲಿಸಬಹುದಾಗಿದೆ. ಹೆಚ್ಚಿನ ಮಾಹಿತಿಗಾಗಿ ಕಛೇರಿಗೆ ಭೇಟಿ ನೀಡಬಹುದು ಅಥವಾ ದೂರವಾಣಿ ಸಂಖ್ಯೆ: 08539–225566 ಗೆ ಸಂಪರ್ಕಿಸಬಹುದು ಎಂದು ಪ್ರವಾಸೋದ್ಯಮ ಇಲಾಖೆಯ ಸಹಾಯಕ ನಿರ್ದೇಶಕರು ಪ್ರಕಟಣೆಯಲ್ಲಿ ತಿಳಿಸಿದ್ದಾರೆ. [1140, 267, 1483, 743]
story5-headline-c: ಆಕ್ರೋಶ [835, 1343, 939, 1386]
story3-box [434, 680, 1121, 1282]
photo-figure [283, 373, 344, 589]
story6-column-3: ಕಾಯ್ದೆಯ ಕುರಿತು ಅರಿವು ಮೂಡಿಸುವ ಕಾರ್ಯ ನಡೆಯಬೇಕು. ಈ ಬಗ್ಗೆ ಪ್ರಸ್ತಾಪ ಸಲ್ಲಿಸಲು ಶಿಕ್ಷಣ ಇಲಾಖೆಯೊಂದಿಗೆ ಚರ್ಚಿಸಲಾಗಿದೆ. ಕಾಯ್ದೆಯನ್ನು ಜನರು ದುರ್ಬಳಕೆ ಮಾಡದೆ ಸದ್ಬಳಕೆ ಮಾಡಿಕೊಳ್ಳಬೇಕು. ಅಧಿಕಾರಿಗಳು ಸಮಯಕ್ಕೆ ಸರಿಯಾಗಿ ಮಾಹಿತಿ ನೀಡಬೇಕು ಎಂದು ಹೇಳಿದರು. [533, 2211, 788, 2332]
photo-figure [673, 369, 747, 589]
photo-figure [287, 858, 371, 1030]
story5-column-3: ಶುಲ್ಕವನ್ನು ಸಂಗ್ರಹಿಸುವುದನ್ನು ನಿಷೇಧಿಸಬೇಕು. ಜನಸೇವಾ ಫೌಂಡೇಶನ್ ಶಿಕ್ಷಣ ಇಲಾಖೆಯನ್ನು ಒತ್ತಾಯಿಸಿದೆ. ಗುಣಮಟ್ಟದ ಶಿಕ್ಷಣವನ್ನು ಒದಗಿಸಲು ಮತ್ತು ಪೋಷಕರ ಕೋರಿಕೆಯನ್ನು ತಡೆಯಲು ಸರ್ಕಾರಿ ಶಾಲೆಗಳನ್ನು ಸುಧಾರಿಸಲು ಇಲಾಖೆ ಕ್ರಮ ಕೈಗೊಳ್ಳಬೇಕೆಂದು ಒತ್ತಾಯಿಸಿದೆ. ಜನಸೇವಾ ಫೌಂಡೇಶನ್ ಜಿಲ್ಲಾ ಪ್ರಧಾನ ಕಾರ್ಯದರ್ಶಿ ಮಹೇಶ್ ಸಿರವಾರ, ನಾಯಕರು ಮತ್ತಿತರರು ಉಪಸ್ಥಿತರಿದ್ದರು. [898, 1607, 1114, 1790]
photo-figure [592, 2060, 650, 2203]
imprint-footer [17, 2387, 1492, 2459]
photo-figure [434, 2064, 497, 2203]
sidebar2-credit: ■ ಬದಲಾವಣೆ ಸುದ್ದಿ [1140, 976, 1242, 993]
sidebar3-credit: ■ ಬದಲಾವಣೆ ಸುದ್ದಿ [1140, 1517, 1242, 1534]
story6-column-4: ಚರ್ಚೆಗಳಾಗಬೇಕೆಂದು ರಾಜ್ಯ ಮಾಹಿತಿ ಆಯುಕ್ತರು ಹೇಳಿದರು. ಕೊಪ್ಪಳ ವಿಶ್ವವಿದ್ಯಾಲಯದ ಕುಲಪತಿ ಡಾ.ಬಿ.ಕೆ.ರವಿ ಅವರು ಅಧ್ಯಕ್ಷತೆ ವಹಿಸಿ ಮಾತನಾಡಿ, ಮಾಹಿತಿ ಹಕ್ಕು ಕಾಯ್ದೆ ಪ್ರಜಾಪ್ರಭುತ್ವದ ಬಹುದೊಡ್ಡ ಅಸ್ತ್ರವಾಗಿದೆ. ಜನಸಾಮಾನ್ಯರು ಸರ್ಕಾರದ ಕಾರ್ಯವೈಖರಿಯನ್ನು ತಿಳಿದುಕೊಳ್ಳಲು ಇದು ಸಹಕಾರಿ. ವಿದ್ಯಾರ್ಥಿಗಳು ಈ ಕಾಯ್ದೆಯ ಬಗ್ಗೆ ಅರಿವು ಹೊಂದಬೇಕು ಎಂದರು. ಜಿಲ್ಲಾ ಮಟ್ಟದಲ್ಲಿಯೂ ಸಾರ್ವಜನಿಕ ಮಾಹಿತಿ ಅಧಿಕಾರಿಗಳಿಗೆ ತರಬೇತಿ ನೀಡಬೇಕು. ದೇಶದ ಜನರ ಹಕ್ಕುಗಳನ್ನು ರಕ್ಷಿಸುವ ಕಾಯ್ದೆ ಇದಾಗಿದೆ ಎಂದು ತಿಳಿಸಿದರು. [799, 2010, 1023, 2277]
story5-column-1: ಮಾನ್ವಿ: ಮಾನ್ವಿ ಮತ್ತು ಸಿರವಾರ ತಾಲ್ಲೂಕು ಕುಗಳಲ್ಲಿನ ಖಾಸಗಿ ಶಾಲೆಗಳು ಪೋಷಕರಿಂದ ಅತಿಯಾದ ಶುಲ್ಕವನ್ನು ವಿಧಿಸುತ್ತಿರುವುದನ್ನು ಜನಸೇವಾ ಫೌಂಡೇಶನ್ ತೀವ್ರವಾಗಿ ಖಂಡಿಸಿದೆ. ಸರ್ಕಾರಿ ನಿಯಮಗಳನ್ನು ಉಲ್ಲಂಘಿಸಿ ಶಾಲೆಗಳ ಮೇಲೆ ಸ್ಥಳೀಯ ಶಿಕ್ಷಣ ಇಲಾಖೆ ತಕ್ಷಣ ಕ್ರಮ ಕೈಗೊಳ್ಳಬೇಕೆಂದು ಜನಸೇವಾ ಫೌಂಡೇಶನ್ ರಾಜ್ಯ ಅಧ್ಯಕ್ಷ ಜಾವೇದ್ ಖಾನ್ ಪಟ್ಟಣ ದಲ್ಲಿ ನಡೆದ ಪತ್ರಿಕಾಗೋಷ್ಠಿಯಲ್ಲಿ ಒತ್ತಾಯಿಸಿದರು. ಜನಸೇವಾ ಫೌಂಡೇಶನ್ ಪ್ರಕಾರ, ಈ ಖಾಸಗಿ ಶಾಲೆಗಳು ನಿಗದಿತ ಶುಲ್ಕದ [442, 1630, 658, 1855]
edition-date: ಜೂನ್ 01 2025 [17, 32, 283, 94]
dot-icon [717, 2450, 731, 2464]
sidebar2-title-a: ಸ್ಪರ್ಧಾತ್ಮಕ ಪರೀಕ್ಷೆಗೆ ಉಚಿತ [1140, 900, 1370, 931]
dot-icon [1478, 2450, 1492, 2464]
sidebar2-title-b: ತರಬೇತಿ: ಅರ್ಜಿ ಆಹ್ವಾನ [1140, 932, 1350, 964]
photo-figure [914, 1446, 988, 1599]
story1-photo-banner: GOVT. FIRST GRADE COLLEGE KOPPAL [525, 277, 895, 313]
